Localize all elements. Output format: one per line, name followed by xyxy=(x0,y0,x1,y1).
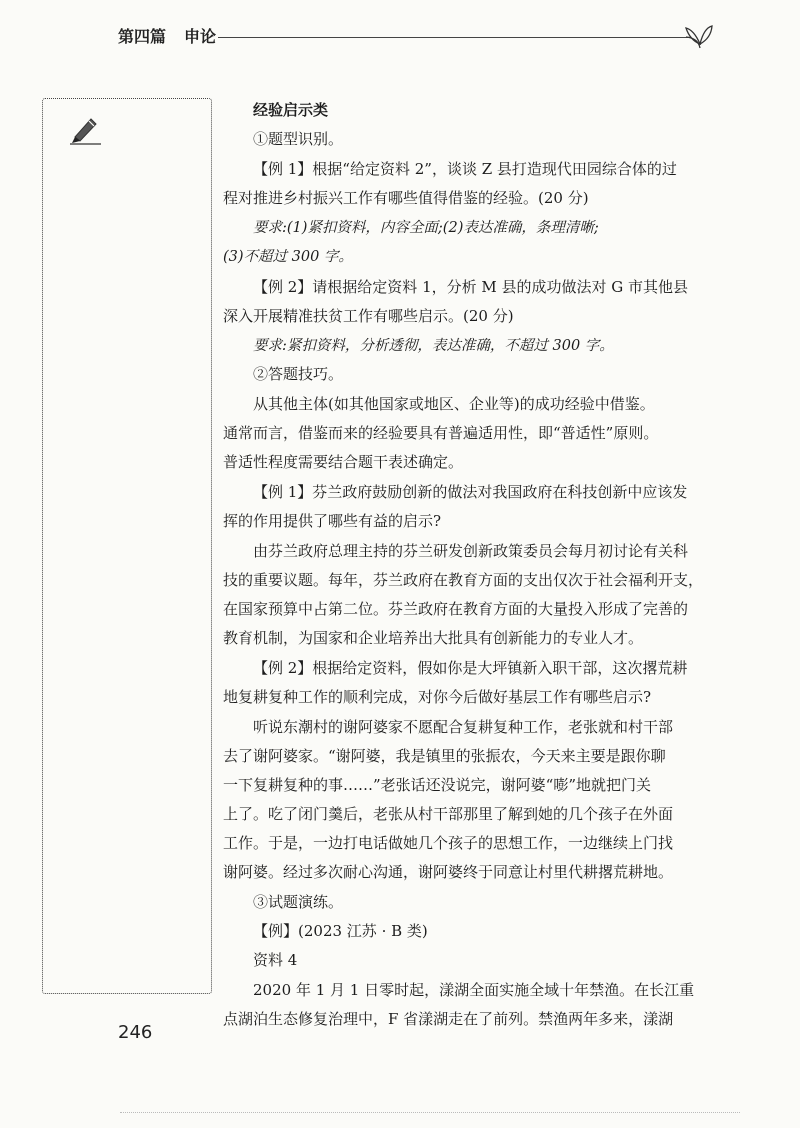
section-title: 经验启示类 xyxy=(253,101,329,119)
subheading-type-recognition: ①题型识别。 xyxy=(253,130,344,148)
subheading-answer-skills: ②答题技巧。 xyxy=(253,365,344,383)
tip-example-2-material-6: 谢阿婆。经过多次耐心沟通，谢阿婆终于同意让村里代耕撂荒耕地。 xyxy=(223,863,674,881)
tip-example-2-line-2: 地复耕复种工作的顺利完成，对你今后做好基层工作有哪些启示? xyxy=(223,688,652,706)
tip-example-1-line-2: 挥的作用提供了哪些有益的启示? xyxy=(223,512,442,530)
tip-example-1-material-1: 由芬兰政府总理主持的芬兰研发创新政策委员会每月初讨论有关科 xyxy=(253,542,689,560)
example-2-requirement: 要求:紧扣资料，分析透彻，表达准确，不超过 300 字。 xyxy=(253,338,614,354)
example-1-line-1: 【例 1】根据“给定资料 2”，谈谈 Z 县打造现代田园综合体的过 xyxy=(253,160,677,178)
page-header xyxy=(118,22,718,52)
page-number: 246 xyxy=(118,1022,153,1043)
tips-line-2: 通常而言，借鉴而来的经验要具有普遍适用性，即“普适性”原则。 xyxy=(223,424,659,442)
tip-example-2-material-5: 工作。于是，一边打电话做她几个孩子的思想工作，一边继续上门找 xyxy=(223,834,674,852)
tip-example-1-material-2: 技的重要议题。每年，芬兰政府在教育方面的支出仅次于社会福利开支， xyxy=(223,571,704,589)
example-2-line-2: 深入开展精准扶贫工作有哪些启示。(20 分) xyxy=(223,307,514,325)
sprout-icon xyxy=(684,22,714,52)
header-rule xyxy=(218,37,688,38)
example-2-line-1: 【例 2】请根据给定资料 1，分析 M 县的成功做法对 G 市其他县 xyxy=(253,278,689,296)
example-1-requirement-1: 要求:(1)紧扣资料，内容全面;(2)表达准确，条理清晰; xyxy=(253,220,599,236)
header-subject: 申论 xyxy=(184,27,217,46)
drill-text-line-2: 点湖泊生态修复治理中，F 省漾湖走在了前列。禁渔两年多来，漾湖 xyxy=(223,1010,674,1028)
drill-label: 【例】(2023 江苏 · B 类) xyxy=(253,922,428,940)
tip-example-2-material-4: 上了。吃了闭门羹后，老张从村干部那里了解到她的几个孩子在外面 xyxy=(223,805,674,823)
tip-example-1-material-4: 教育机制，为国家和企业培养出大批具有创新能力的专业人才。 xyxy=(223,629,644,647)
tip-example-1-line-1: 【例 1】芬兰政府鼓励创新的做法对我国政府在科技创新中应该发 xyxy=(253,483,688,501)
subheading-drill: ③试题演练。 xyxy=(253,893,344,911)
pencil-icon xyxy=(67,115,103,145)
example-1-line-2: 程对推进乡村振兴工作有哪些值得借鉴的经验。(20 分) xyxy=(223,189,589,207)
example-1-requirement-2: (3)不超过 300 字。 xyxy=(223,249,353,265)
notes-sidebar xyxy=(42,98,212,994)
drill-material-title: 资料 4 xyxy=(253,951,298,969)
tip-example-2-material-2: 去了谢阿婆家。“谢阿婆，我是镇里的张振农，今天来主要是跟你聊 xyxy=(223,747,666,765)
tips-line-1: 从其他主体(如其他国家或地区、企业等)的成功经验中借鉴。 xyxy=(253,395,655,413)
header-part: 第四篇 xyxy=(118,27,167,46)
tip-example-2-material-3: 一下复耕复种的事……”老张话还没说完，谢阿婆“嘭”地就把门关 xyxy=(223,776,652,794)
tip-example-1-material-3: 在国家预算中占第二位。芬兰政府在教育方面的大量投入形成了完善的 xyxy=(223,600,689,618)
tips-line-3: 普适性程度需要结合题干表述确定。 xyxy=(223,453,464,471)
drill-text-line-1: 2020 年 1 月 1 日零时起，漾湖全面实施全域十年禁渔。在长江重 xyxy=(253,981,695,999)
tip-example-2-line-1: 【例 2】根据给定资料，假如你是大坪镇新入职干部，这次撂荒耕 xyxy=(253,659,688,677)
tip-example-2-material-1: 听说东潮村的谢阿婆家不愿配合复耕复种工作，老张就和村干部 xyxy=(253,718,674,736)
scan-edge xyxy=(120,1112,740,1117)
